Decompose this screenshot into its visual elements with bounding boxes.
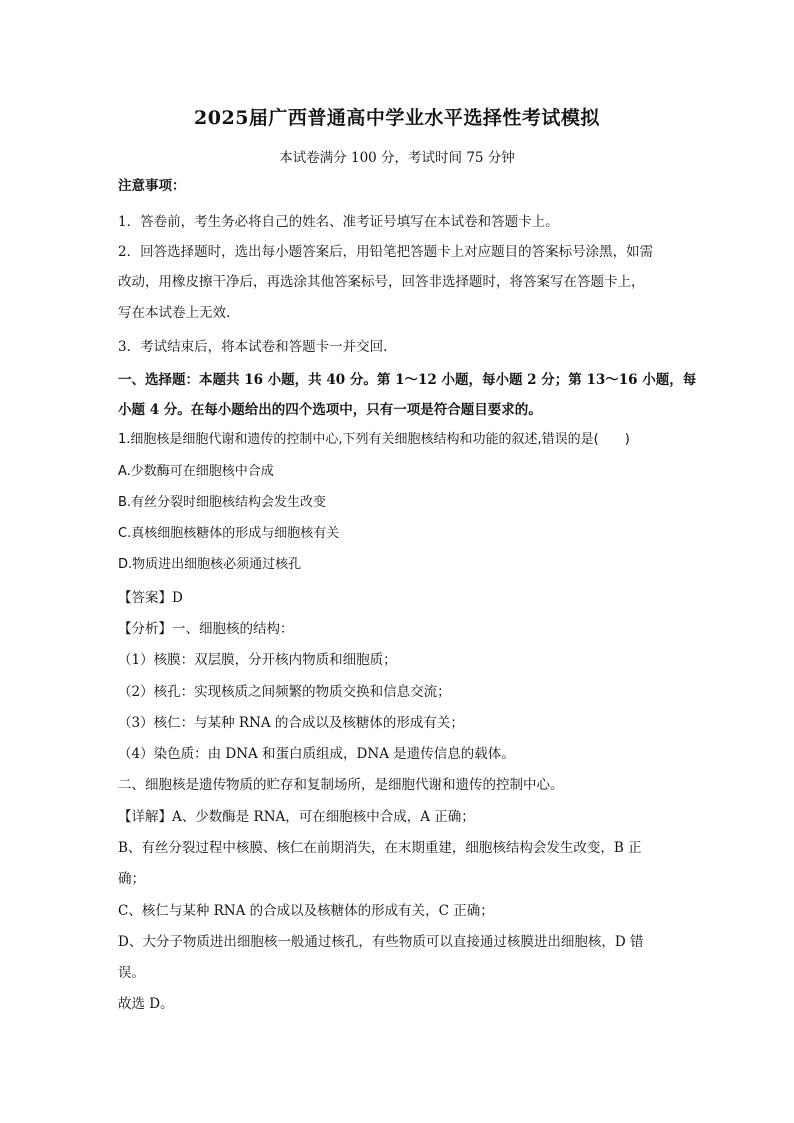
analysis-line-2: （1）核膜：双层膜，分开核内物质和细胞质； bbox=[118, 652, 397, 668]
question-stem: 1.细胞核是细胞代谢和遗传的控制中心,下列有关细胞核结构和功能的叙述,错误的是( ) bbox=[118, 432, 630, 447]
section-heading-line-2: 小题 4 分。在每小题给出的四个选项中，只有一项是符合题目要求的。 bbox=[118, 402, 542, 418]
analysis-line-3: （2）核孔：实现核质之间频繁的物质交换和信息交流； bbox=[118, 684, 451, 700]
question-option-c: C.真核细胞核糖体的形成与细胞核有关 bbox=[118, 526, 340, 541]
explanation-line-2: B、有丝分裂过程中核膜、核仁在前期消失，在末期重建，细胞核结构会发生改变，B 正 bbox=[118, 840, 642, 856]
explanation-line-7: 故选 D。 bbox=[118, 996, 174, 1012]
explanation-line-1: 【详解】A、少数酶是 RNA，可在细胞核中合成，A 正确； bbox=[118, 809, 475, 825]
analysis-line-6: 二、细胞核是遗传物质的贮存和复制场所，是细胞代谢和遗传的控制中心。 bbox=[118, 777, 564, 793]
question-option-d: D.物质进出细胞核必须通过核孔 bbox=[118, 557, 302, 572]
analysis-line-4: （3）核仁：与某种 RNA 的合成以及核糖体的形成有关； bbox=[118, 715, 464, 731]
explanation-line-6: 误。 bbox=[118, 965, 145, 981]
answer-line: 【答案】D bbox=[118, 590, 183, 606]
notice-line-4: 写在本试卷上无效. bbox=[118, 305, 231, 321]
notice-line-5: 3．考试结束后，将本试卷和答题卡一并交回. bbox=[118, 339, 388, 355]
exam-title: 2025届广西普通高中学业水平选择性考试模拟 bbox=[194, 107, 600, 129]
notice-line-3: 改动，用橡皮擦干净后，再选涂其他答案标号，回答非选择题时，将答案写在答题卡上， bbox=[118, 274, 645, 290]
explanation-line-5: D、大分子物质进出细胞核一般通过核孔，有些物质可以直接通过核膜进出细胞核，D 错 bbox=[118, 934, 644, 950]
notice-line-2: 2．回答选择题时，选出每小题答案后，用铅笔把答题卡上对应题目的答案标号涂黑，如需 bbox=[118, 244, 654, 260]
exam-subtitle: 本试卷满分 100 分，考试时间 75 分钟 bbox=[279, 150, 515, 166]
analysis-line-1: 【分析】一、细胞核的结构： bbox=[118, 621, 294, 637]
notice-line-1: 1．答卷前，考生务必将自己的姓名、准考证号填写在本试卷和答题卡上。 bbox=[118, 214, 559, 230]
notice-heading: 注意事项： bbox=[118, 178, 186, 194]
analysis-line-5: （4）染色质：由 DNA 和蛋白质组成，DNA 是遗传信息的载体。 bbox=[118, 746, 515, 762]
section-heading-line-1: 一、选择题：本题共 16 小题，共 40 分。第 1～12 小题，每小题 2 分；第 13～16 小题，每 bbox=[118, 372, 697, 388]
explanation-line-4: C、核仁与某种 RNA 的合成以及核糖体的形成有关，C 正确； bbox=[118, 903, 494, 919]
question-option-a: A.少数酶可在细胞核中合成 bbox=[118, 464, 274, 479]
question-option-b: B.有丝分裂时细胞核结构会发生改变 bbox=[118, 495, 327, 510]
explanation-line-3: 确； bbox=[118, 871, 145, 887]
